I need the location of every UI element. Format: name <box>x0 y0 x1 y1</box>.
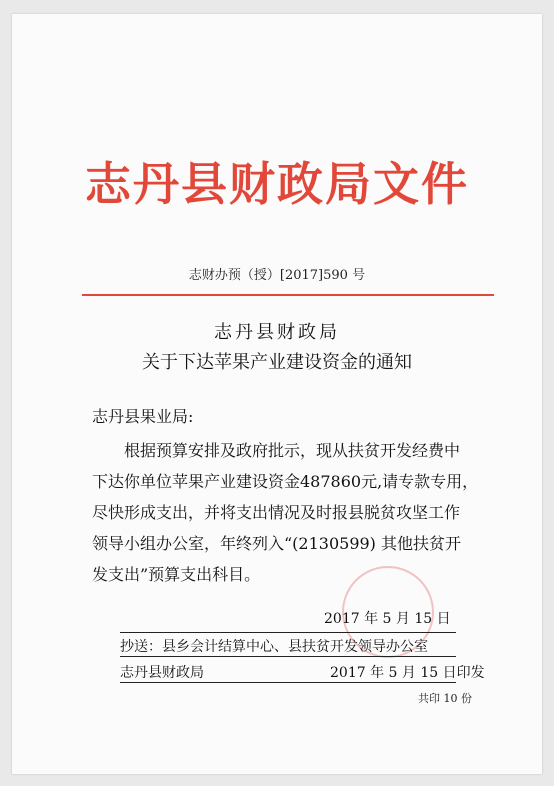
copies-count: 共印 10 份 <box>418 692 472 705</box>
body-line-3: 尽快形成支出，并将支出情况及时报县脱贫攻坚工作 <box>92 503 461 522</box>
footer-divider-bottom <box>120 682 456 683</box>
footer-divider-middle <box>120 656 456 657</box>
document-header-title: 志丹县财政局文件 <box>85 157 469 211</box>
signature-date: 2017 年 5 月 15 日 <box>324 611 451 627</box>
body-line-1: 根据预算安排及政府批示，现从扶贫开发经费中 <box>124 441 461 460</box>
notice-subject-heading: 关于下达苹果产业建设资金的通知 <box>142 352 412 373</box>
salutation: 志丹县果业局: <box>92 407 194 426</box>
footer-issue-date: 2017 年 5 月 15 日印发 <box>330 665 485 681</box>
footer-issuer: 志丹县财政局 <box>120 665 204 681</box>
document-page <box>12 14 542 774</box>
header-red-divider <box>82 294 494 296</box>
body-line-4: 领导小组办公室，年终列入“(2130599) 其他扶贫开 <box>92 534 462 553</box>
copy-to-line: 抄送：县乡会计结算中心、县扶贫开发领导办公室 <box>120 639 428 655</box>
notice-issuer-heading: 志丹县财政局 <box>214 322 340 343</box>
body-line-5: 发支出”预算支出科目。 <box>92 565 261 584</box>
body-line-2: 下达你单位苹果产业建设资金487860元,请专款专用， <box>92 472 479 491</box>
footer-divider-top <box>120 632 456 633</box>
document-number: 志财办预（授）[2017]590 号 <box>188 268 366 283</box>
